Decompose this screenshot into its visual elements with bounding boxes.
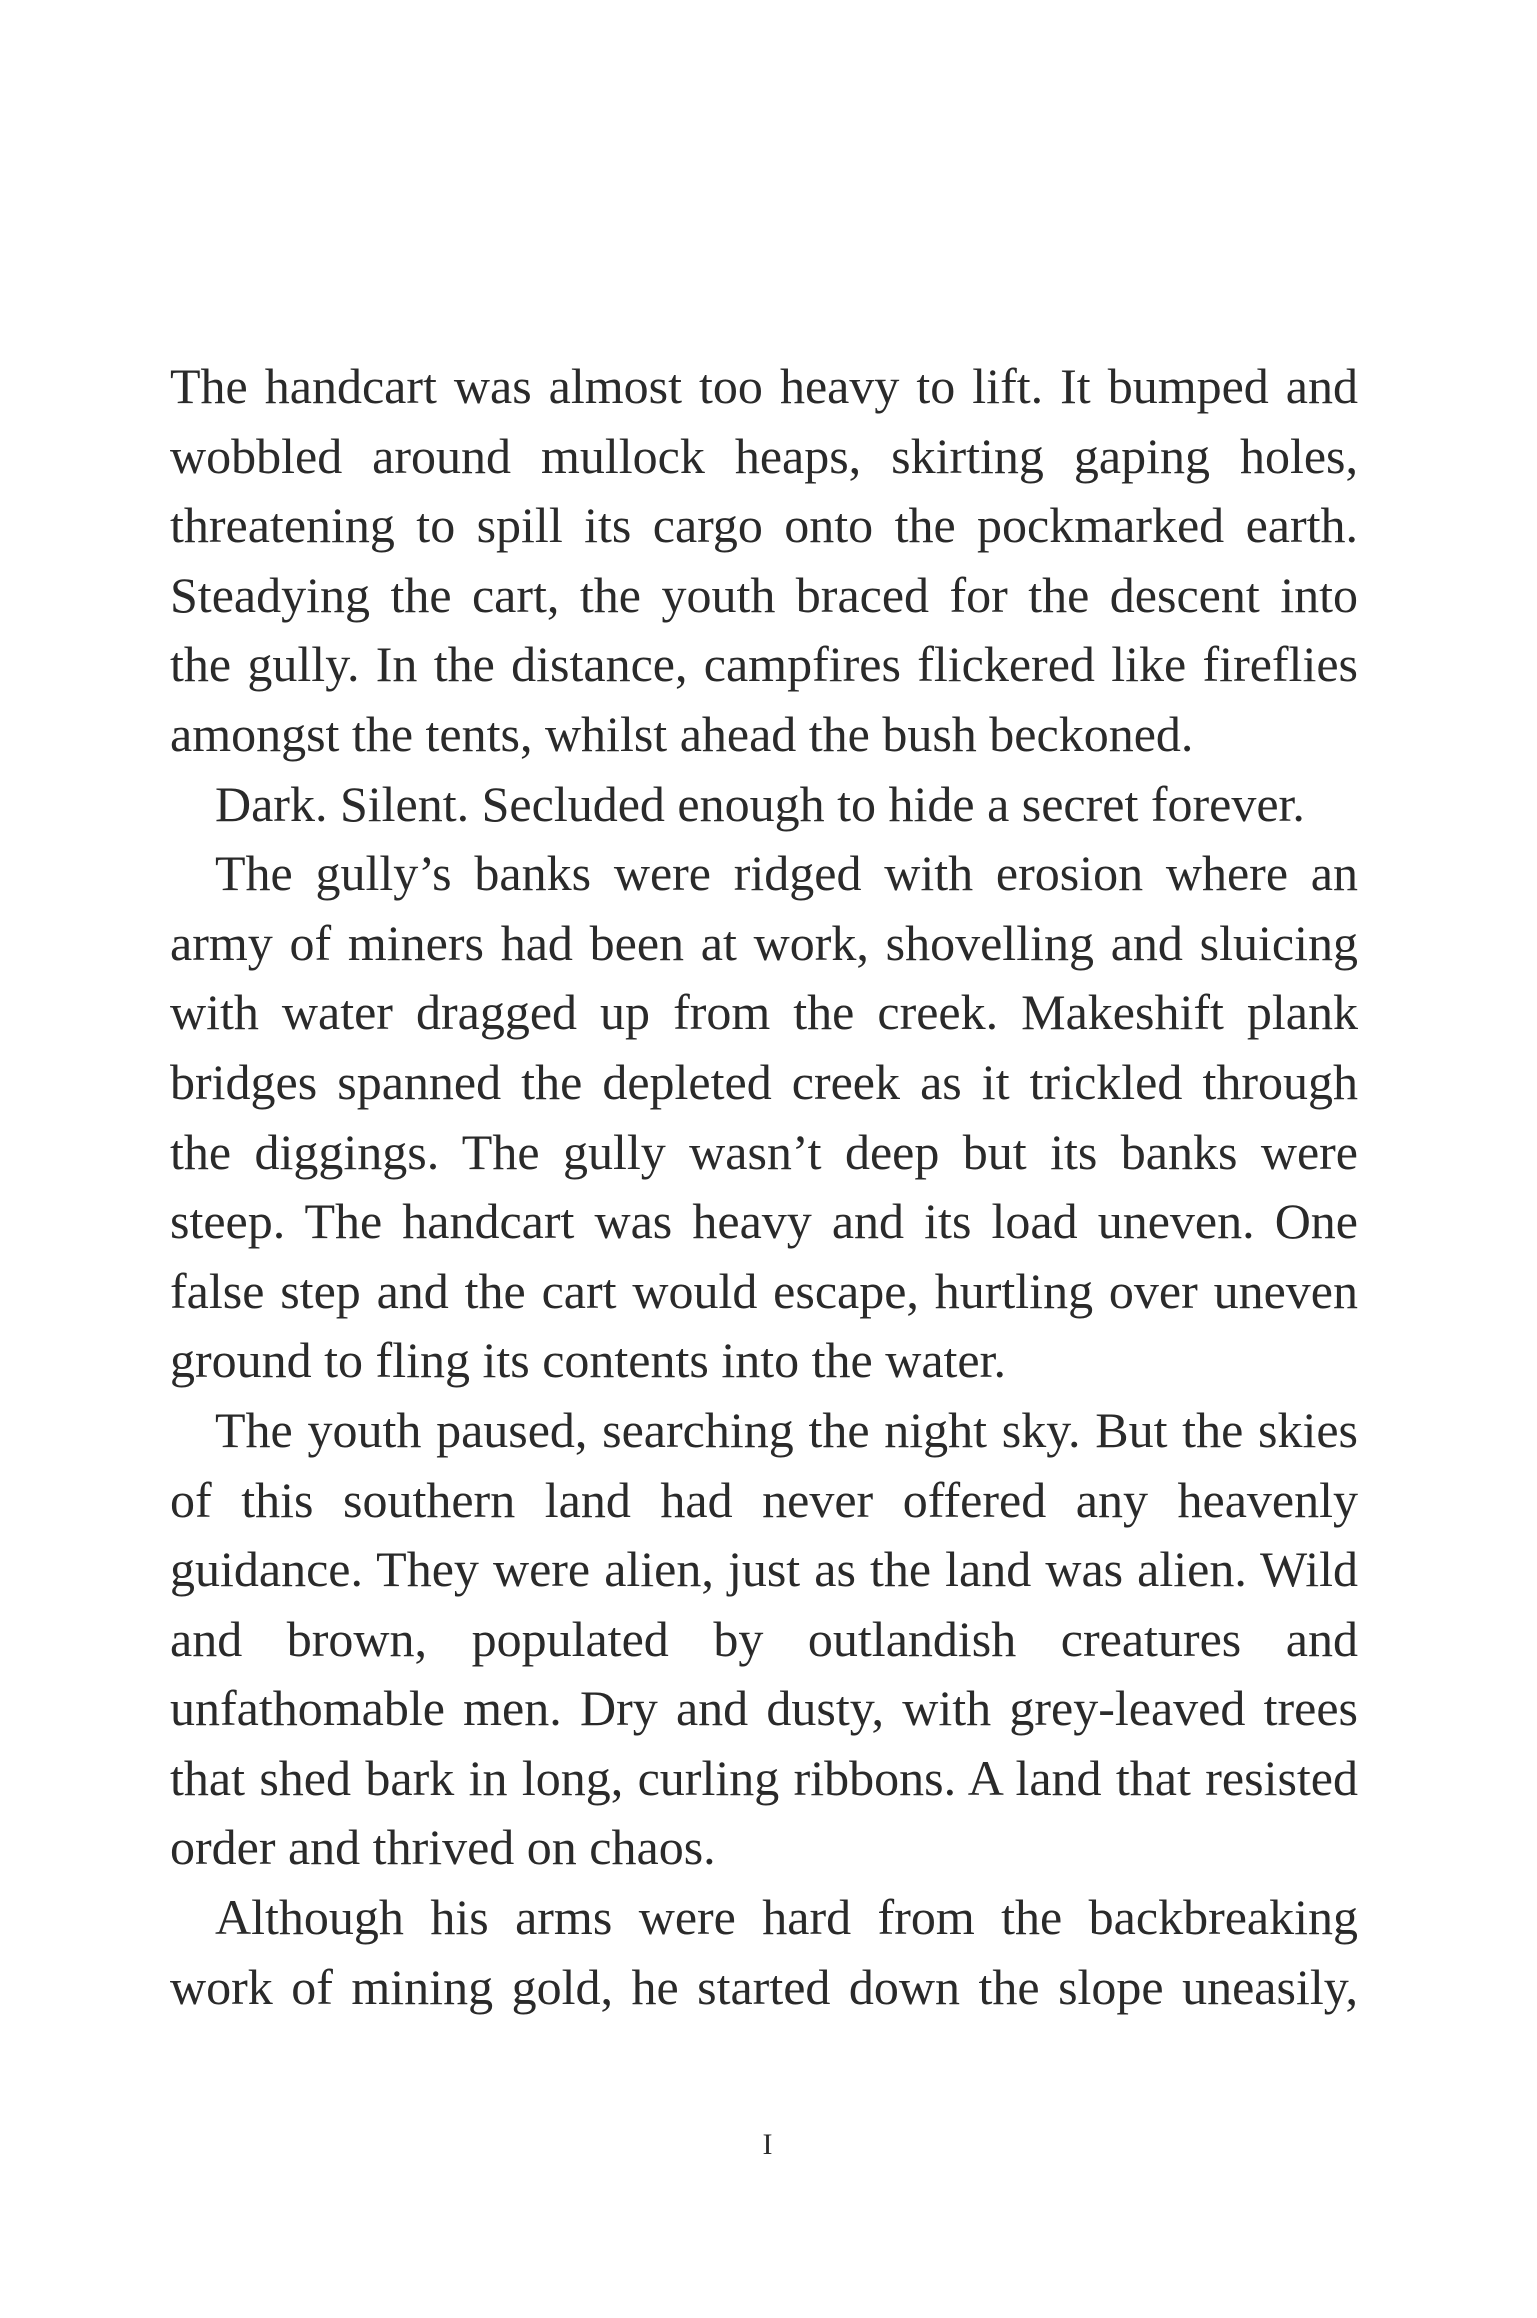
paragraph-3: The gully’s banks were ridged with erosion where an army of miners had been at work, shovelling and sluicing with water dragged up from the creek. Makeshift plank bridges spanned the depleted creek as it trickled through the diggings. The gully wasn’t deep but its banks were steep. The handcart was heavy and its load uneven. One false step and the cart would escape, hurtling over uneven ground to fling its contents into the water.: [170, 845, 1358, 1389]
paragraph-4: The youth paused, searching the night sky. But the skies of this southern land had never offered any heavenly guidance. They were alien, just as the land was alien. Wild and brown, populated by outlandish creatures and unfathomable men. Dry and dusty, with grey-leaved trees that shed bark in long, curling ribbons. A land that resisted order and thrived on chaos.: [170, 1401, 1358, 1876]
page-number: I: [762, 2128, 775, 2161]
body-text: [170, 352, 1358, 2022]
paragraph-2: Dark. Silent. Secluded enough to hide a secret forever.: [215, 775, 1305, 832]
paragraph-1: The handcart was almost too heavy to lift. It bumped and wobbled around mullock heaps, skirting gaping holes, threatening to spill its cargo onto the pockmarked earth. Steadying the cart, the youth braced for the descent into the gully. In the distance, campfires flickered like fireflies amongst the tents, whilst ahead the bush beckoned.: [170, 358, 1358, 762]
paragraph-5: Although his arms were hard from the backbreaking work of mining gold, he started down the slope uneasily,: [170, 1889, 1358, 2015]
